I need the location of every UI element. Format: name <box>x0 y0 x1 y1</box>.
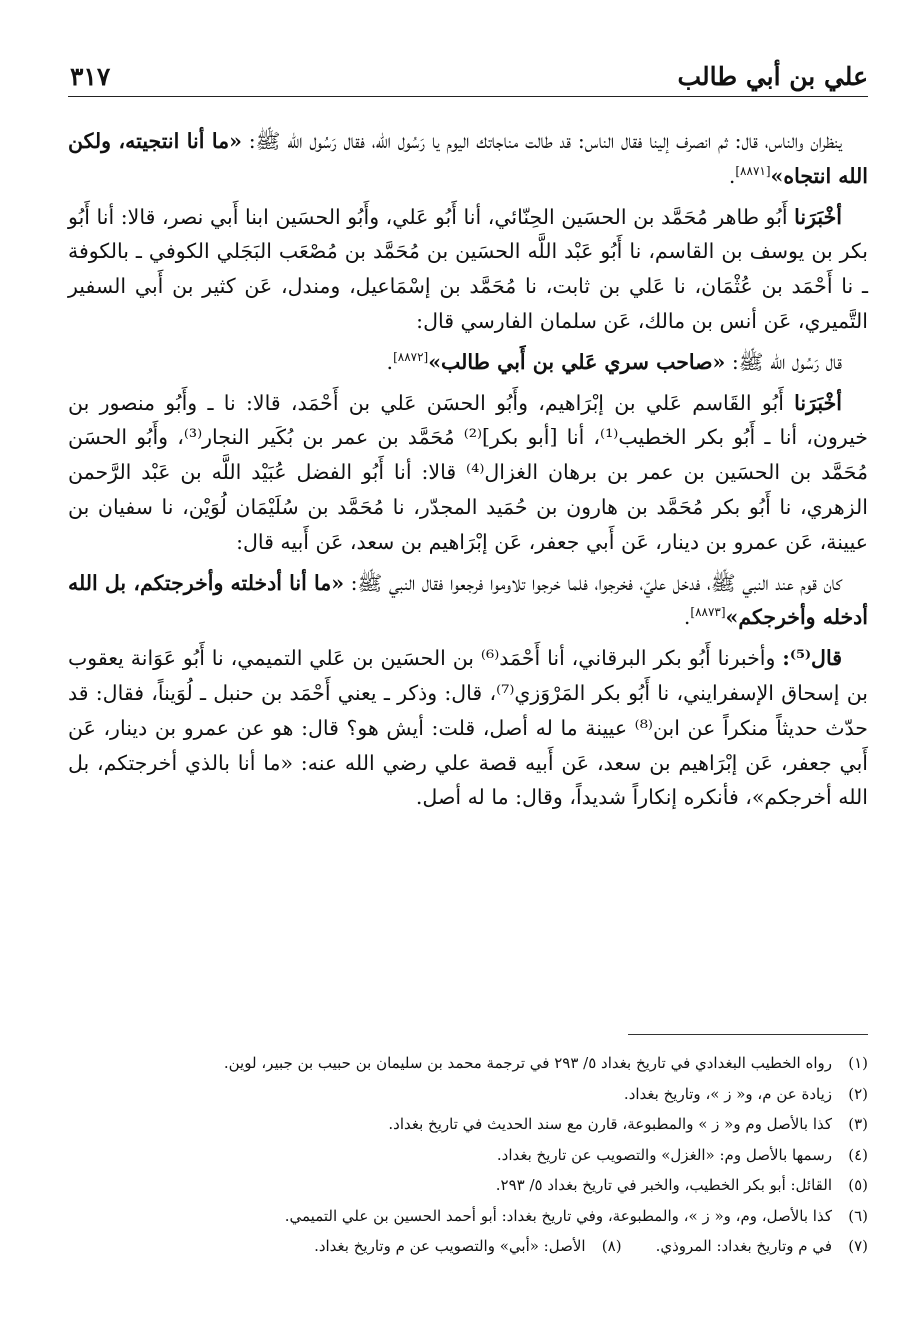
page-number: ٣١٧ <box>70 62 111 91</box>
footnote-number: (٢) <box>848 1084 868 1103</box>
running-title: علي بن أبي طالب <box>677 62 868 91</box>
footnote-text: القائل: أبو بكر الخطيب، والخبر في تاريخ بغداد ٥/ ٢٩٣. <box>495 1176 832 1194</box>
footnote-4 <box>68 1140 868 1171</box>
footnotes <box>68 1048 868 1262</box>
hadith-quote: «ما أنا أدخلته وأخرجتكم، بل الله أدخله وأخرجكم» <box>68 570 868 630</box>
paragraph-lead: أخْبَرَنا <box>794 204 842 229</box>
footnote-number: (٤) <box>848 1145 868 1164</box>
footnote-number: (٣) <box>848 1115 868 1133</box>
paragraph-lead: قال⁽⁵⁾: <box>782 646 842 671</box>
footnote-gap <box>622 1231 656 1262</box>
paragraph-tail: . <box>683 605 691 630</box>
footnote-text: كذا بالأصل، وم، و« ز »، والمطبوعة، وفي تاريخ بغداد: أبو أحمد الحسين بن علي التميمي. <box>284 1206 832 1225</box>
paragraph-text: أَبُو القَاسم عَلي بن إبْرَاهيم، وأَبُو الحسَن عَلي بن أَحْمَد، قالا: نا ـ وأَبُو منصور بن خيرون، أنا ـ أَبُو بكر الخطيب⁽¹⁾، أنا [أبو بكر]⁽²⁾ مُحَمَّد بن عمر بن بُكَير النجار⁽³⁾، وأَبُو الحسَن مُحَمَّد بن الحسَين بن عمر بن برهان الغزال⁽⁴⁾ قالا: أنا أَبُو الفضل عُبَيْد اللَّه بن عَبْد الرَّحمن الزهري، نا أَبُو بكر مُحَمَّد بن هارون بن حُمَيد المجدّر، نا مُحَمَّد بن سُلَيْمَان لُوَيْن، نا سفيان بن عيينة، عَن عمرو بن دينار، عَن أَبي جعفر، عَن إبْرَاهيم بن سعد، عَن أَبيه قال: <box>68 390 868 554</box>
paragraph-tail: . <box>728 163 736 188</box>
footnote-2 <box>68 1079 868 1110</box>
paragraph-3 <box>68 345 868 380</box>
paragraph-4 <box>68 386 868 560</box>
paragraph-text: أَبُو طاهر مُحَمَّد بن الحسَين الحِنّائي، أنا أَبُو عَلي، وأَبُو الحسَين ابنا أَبي نصر، قالا: أنا أَبُو بكر بن يوسف بن القاسم، نا أَبُو عَبْد اللَّه الحسَين بن مُحَمَّد بن مُصْعَب البَجَلي الكوفي ـ بالكوفة ـ نا أَحْمَد بن عُثْمَان، نا عَلي بن ثابت، نا مُحَمَّد بن إسْمَاعيل، ومندل، عَن كثير بن أَبي السفير التَّميري، عَن أنس بن مالك، عَن سلمان الفارسي قال: <box>68 204 868 333</box>
footnote-1 <box>68 1048 868 1079</box>
paragraph-1 <box>68 124 868 194</box>
footnote-number: (٥) <box>848 1176 868 1194</box>
footnote-text: الأصل: «أبي» والتصويب عن م وتاريخ بغداد. <box>314 1237 586 1255</box>
footnote-number: (١) <box>848 1054 868 1072</box>
footnote-text: رواه الخطيب البغدادي في تاريخ بغداد ٥/ ٢٩٣ في ترجمة محمد بن سليمان بن حبيب بن جبير، لوين. <box>223 1054 832 1072</box>
footnote-number: (٧) <box>848 1237 868 1255</box>
footnote-number: (٦) <box>848 1206 868 1225</box>
paragraph-6 <box>68 641 868 815</box>
footnote-divider <box>628 1034 868 1035</box>
footnote-3 <box>68 1109 868 1140</box>
hadith-quote: «صاحب سري عَلي بن أَبي طالب» <box>428 349 726 374</box>
paragraph-tail: . <box>386 349 394 374</box>
footnote-text: رسمها بالأصل وم: «الغزل» والتصويب عن تاريخ بغداد. <box>496 1145 832 1164</box>
footnote-5 <box>68 1170 868 1201</box>
main-text <box>68 124 868 821</box>
running-header <box>68 56 868 97</box>
paragraph-text: وأخبرنا أَبُو بكر البرقاني، أنا أَحْمَد⁽⁶⁾ بن الحسَين بن عَلي التميمي، نا أَبُو عَوَانة يعقوب بن إسحاق الإسفرايني، نا أَبُو بكر المَرْوَزي⁽⁷⁾، قال: وذكر ـ يعني أَحْمَد بن حنبل ـ لُوَيناً، فقال: قد حدّث حديثاً منكراً عن ابن⁽⁸⁾ عيينة ما له أصل، قلت: أيش هو؟ قال: هو عن عمرو بن دينار، عَن أَبي جعفر، عَن إبْرَاهيم بن سعد، عَن أَبيه قصة علي رضي الله عنه: «ما أنا بالذي أخرجتكم، بل الله أخرجكم»، فأنكره إنكاراً شديداً، وقال: ما له أصل. <box>68 646 869 810</box>
paragraph-text: قال رَسُول الله ﷺ: <box>725 349 842 374</box>
footnote-pair <box>68 1231 868 1262</box>
hadith-number: [٨٨٧٢] <box>393 349 429 364</box>
footnote-number: (٨) <box>601 1237 622 1255</box>
hadith-quote: «ما أنا انتجيته، ولكن الله انتجاه» <box>68 129 868 188</box>
paragraph-5 <box>68 566 868 636</box>
footnote-text: زيادة عن م، و« ز »، وتاريخ بغداد. <box>623 1084 832 1103</box>
paragraph-2 <box>68 200 868 339</box>
hadith-number: [٨٨٧٣] <box>690 605 726 620</box>
footnote-6 <box>68 1201 868 1232</box>
paragraph-text: كان قوم عند النبي ﷺ، فدخل عليّ، فخرجوا، فلما خرجوا تلاوموا فرجعوا فقال النبي ﷺ: <box>344 570 842 595</box>
paragraph-text: ينظران والناس، قال: ثم انصرف إلينا فقال الناس: قد طالت مناجاتك اليوم يا رَسُول الله، فقال رَسُول الله ﷺ: <box>241 129 842 153</box>
paragraph-lead: أخْبَرَنا <box>794 390 842 415</box>
footnote-text: في م وتاريخ بغداد: المروذي. <box>655 1237 832 1255</box>
hadith-number: [٨٨٧١] <box>735 163 771 178</box>
footnote-text: كذا بالأصل وم و« ز » والمطبوعة، قارن مع سند الحديث في تاريخ بغداد. <box>388 1115 832 1133</box>
book-page <box>68 56 868 1296</box>
